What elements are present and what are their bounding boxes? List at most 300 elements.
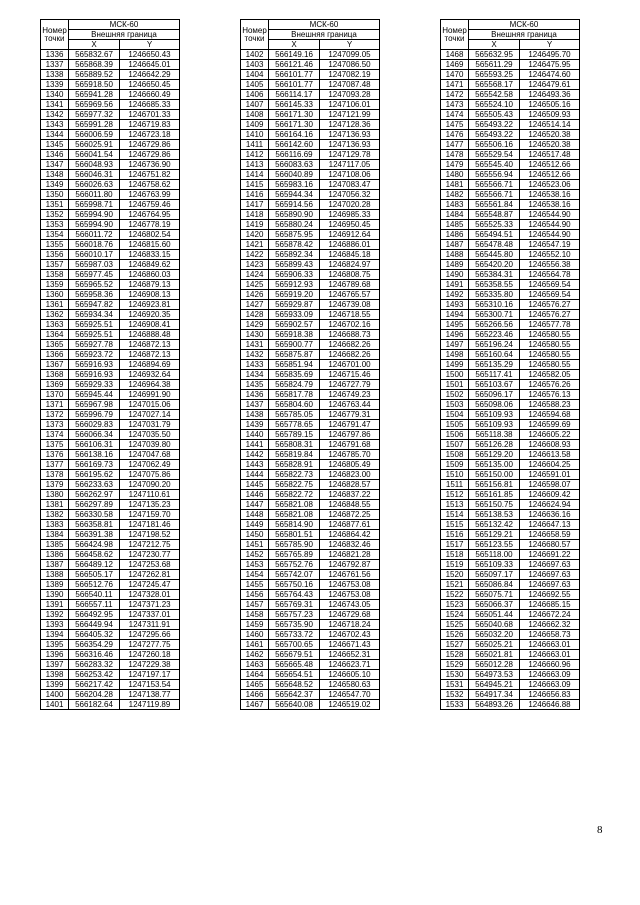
cell-y: 1246845.18 (320, 250, 380, 260)
cell-y: 1246556.38 (520, 260, 580, 270)
cell-point-number: 1471 (441, 80, 469, 90)
cell-x: 565478.48 (469, 240, 520, 250)
cell-y: 1247262.81 (120, 570, 180, 580)
table-row (441, 650, 580, 660)
cell-x: 565804.60 (269, 400, 320, 410)
cell-y: 1246577.78 (520, 320, 580, 330)
table-row (41, 370, 180, 380)
cell-x: 565640.08 (269, 700, 320, 710)
table-row (241, 60, 380, 70)
table-row (41, 550, 180, 560)
cell-y: 1247121.99 (320, 110, 380, 120)
cell-x: 566142.60 (269, 140, 320, 150)
cell-x: 566106.31 (69, 440, 120, 450)
cell-point-number: 1361 (41, 300, 69, 310)
cell-y: 1246660.96 (520, 660, 580, 670)
cell-y: 1246821.28 (320, 550, 380, 560)
table-row (41, 170, 180, 180)
table-row (441, 670, 580, 680)
table-row (241, 240, 380, 250)
table-row (41, 540, 180, 550)
cell-y: 1247062.49 (120, 460, 180, 470)
cell-x: 566171.30 (269, 120, 320, 130)
cell-point-number: 1396 (41, 650, 69, 660)
table-row (241, 220, 380, 230)
table-row (241, 370, 380, 380)
cell-x: 565994.90 (69, 220, 120, 230)
cell-y: 1247337.01 (120, 610, 180, 620)
cell-x: 565785.90 (269, 540, 320, 550)
cell-y: 1246650.43 (120, 50, 180, 60)
cell-y: 1246564.78 (520, 270, 580, 280)
cell-point-number: 1473 (441, 100, 469, 110)
cell-y: 1246663.01 (520, 650, 580, 660)
table-row (41, 600, 180, 610)
table-row (441, 560, 580, 570)
cell-y: 1246719.83 (120, 120, 180, 130)
cell-x: 565648.52 (269, 680, 320, 690)
cell-point-number: 1450 (241, 530, 269, 540)
table-row (41, 680, 180, 690)
table-row (41, 130, 180, 140)
cell-point-number: 1482 (441, 190, 469, 200)
cell-point-number: 1528 (441, 650, 469, 660)
table-row (41, 140, 180, 150)
table-row (41, 500, 180, 510)
cell-y: 1247198.52 (120, 530, 180, 540)
cell-x: 566195.62 (69, 470, 120, 480)
cell-x: 565821.08 (269, 500, 320, 510)
cell-point-number: 1524 (441, 610, 469, 620)
cell-y: 1246894.69 (120, 360, 180, 370)
cell-y: 1246823.00 (320, 470, 380, 480)
cell-x: 566505.17 (69, 570, 120, 580)
table-row (41, 330, 180, 340)
cell-x: 565822.75 (269, 480, 320, 490)
cell-x: 566046.31 (69, 170, 120, 180)
cell-y: 1247119.89 (120, 700, 180, 710)
cell-y: 1246701.00 (320, 360, 380, 370)
cell-x: 565789.15 (269, 430, 320, 440)
table-row (441, 550, 580, 560)
cell-x: 565996.79 (69, 410, 120, 420)
cell-y: 1246582.05 (520, 370, 580, 380)
table-row (441, 210, 580, 220)
table-row (441, 220, 580, 230)
table-row (241, 490, 380, 500)
header-point-number: Номер точки (241, 20, 269, 50)
cell-point-number: 1419 (241, 220, 269, 230)
cell-x: 565892.34 (269, 250, 320, 260)
cell-y: 1246763.44 (320, 400, 380, 410)
cell-x: 565561.84 (469, 200, 520, 210)
cell-y: 1246576.13 (520, 390, 580, 400)
table-row (241, 70, 380, 80)
cell-point-number: 1422 (241, 250, 269, 260)
cell-point-number: 1516 (441, 530, 469, 540)
cell-point-number: 1458 (241, 610, 269, 620)
cell-point-number: 1418 (241, 210, 269, 220)
cell-point-number: 1445 (241, 480, 269, 490)
cell-point-number: 1530 (441, 670, 469, 680)
cell-x: 565654.51 (269, 670, 320, 680)
cell-point-number: 1433 (241, 360, 269, 370)
table-row (241, 460, 380, 470)
cell-x: 565925.51 (69, 320, 120, 330)
cell-y: 1247128.36 (320, 120, 380, 130)
cell-point-number: 1472 (441, 90, 469, 100)
table-row (41, 700, 180, 710)
cell-x: 565012.28 (469, 660, 520, 670)
cell-x: 565665.48 (269, 660, 320, 670)
cell-point-number: 1360 (41, 290, 69, 300)
table-row (241, 300, 380, 310)
cell-point-number: 1348 (41, 170, 69, 180)
cell-y: 1246650.45 (120, 80, 180, 90)
cell-y: 1247106.01 (320, 100, 380, 110)
cell-point-number: 1468 (441, 50, 469, 60)
cell-y: 1246808.75 (320, 270, 380, 280)
table-row (441, 270, 580, 280)
cell-point-number: 1522 (441, 590, 469, 600)
cell-y: 1246514.14 (520, 120, 580, 130)
cell-y: 1247253.68 (120, 560, 180, 570)
cell-point-number: 1342 (41, 110, 69, 120)
table-row (41, 250, 180, 260)
table-row (241, 570, 380, 580)
table-row (441, 240, 580, 250)
table-row (41, 390, 180, 400)
cell-y: 1246779.31 (320, 410, 380, 420)
cell-y: 1246520.38 (520, 140, 580, 150)
cell-point-number: 1377 (41, 460, 69, 470)
cell-y: 1247212.75 (120, 540, 180, 550)
cell-point-number: 1355 (41, 240, 69, 250)
table-row (241, 360, 380, 370)
cell-x: 565919.20 (269, 290, 320, 300)
cell-y: 1246576.27 (520, 300, 580, 310)
cell-x: 565900.77 (269, 340, 320, 350)
cell-y: 1247087.48 (320, 80, 380, 90)
table-row (41, 470, 180, 480)
cell-y: 1246547.19 (520, 240, 580, 250)
table-row (241, 680, 380, 690)
cell-y: 1247086.50 (320, 60, 380, 70)
cell-point-number: 1505 (441, 420, 469, 430)
cell-point-number: 1411 (241, 140, 269, 150)
cell-point-number: 1463 (241, 660, 269, 670)
cell-y: 1247277.75 (120, 640, 180, 650)
cell-y: 1246879.13 (120, 280, 180, 290)
cell-point-number: 1368 (41, 370, 69, 380)
table-row (241, 470, 380, 480)
cell-y: 1246753.08 (320, 590, 380, 600)
cell-y: 1246797.86 (320, 430, 380, 440)
cell-point-number: 1503 (441, 400, 469, 410)
cell-x: 565987.03 (69, 260, 120, 270)
cell-point-number: 1352 (41, 210, 69, 220)
cell-x: 566262.97 (69, 490, 120, 500)
cell-y: 1247075.86 (120, 470, 180, 480)
table-row (41, 200, 180, 210)
table-row (41, 620, 180, 630)
cell-point-number: 1489 (441, 260, 469, 270)
cell-x: 565828.91 (269, 460, 320, 470)
header-x: X (269, 40, 320, 50)
cell-point-number: 1483 (441, 200, 469, 210)
cell-x: 565096.17 (469, 390, 520, 400)
cell-point-number: 1399 (41, 680, 69, 690)
cell-y: 1246761.56 (320, 570, 380, 580)
cell-x: 565880.24 (269, 220, 320, 230)
table-row (441, 80, 580, 90)
table-row (241, 160, 380, 170)
cell-point-number: 1477 (441, 140, 469, 150)
table-row (441, 620, 580, 630)
cell-x: 565032.20 (469, 630, 520, 640)
cell-x: 564893.26 (469, 700, 520, 710)
table-row (241, 620, 380, 630)
cell-x: 566358.81 (69, 520, 120, 530)
cell-y: 1246605.10 (320, 670, 380, 680)
cell-y: 1246791.47 (320, 420, 380, 430)
table-row (241, 510, 380, 520)
cell-point-number: 1373 (41, 420, 69, 430)
cell-y: 1246697.63 (520, 570, 580, 580)
cell-point-number: 1460 (241, 630, 269, 640)
cell-y: 1246580.55 (520, 330, 580, 340)
cell-point-number: 1440 (241, 430, 269, 440)
table-row (241, 630, 380, 640)
table-row (41, 350, 180, 360)
cell-y: 1246599.69 (520, 420, 580, 430)
cell-x: 566116.69 (269, 150, 320, 160)
cell-x: 565109.33 (469, 560, 520, 570)
cell-point-number: 1499 (441, 360, 469, 370)
cell-x: 565632.95 (469, 50, 520, 60)
cell-y: 1246642.29 (120, 70, 180, 80)
header-coordinate-system: МСК-60 (269, 20, 380, 30)
table-row (41, 60, 180, 70)
cell-x: 565129.21 (469, 530, 520, 540)
table-row (41, 150, 180, 160)
table-row (41, 420, 180, 430)
table-row (241, 540, 380, 550)
cell-point-number: 1509 (441, 460, 469, 470)
cell-y: 1246785.70 (320, 450, 380, 460)
cell-x: 565983.16 (269, 180, 320, 190)
cell-y: 1246580.55 (520, 340, 580, 350)
coordinates-table-1 (40, 19, 180, 710)
table-row (241, 600, 380, 610)
table-row (441, 190, 580, 200)
cell-point-number: 1443 (241, 460, 269, 470)
cell-point-number: 1378 (41, 470, 69, 480)
cell-point-number: 1518 (441, 550, 469, 560)
cell-y: 1246475.95 (520, 60, 580, 70)
cell-point-number: 1420 (241, 230, 269, 240)
cell-y: 1246749.23 (320, 390, 380, 400)
cell-point-number: 1404 (241, 70, 269, 80)
cell-point-number: 1379 (41, 480, 69, 490)
cell-x: 565889.52 (69, 70, 120, 80)
cell-x: 566114.17 (269, 90, 320, 100)
table-row (41, 300, 180, 310)
cell-point-number: 1484 (441, 210, 469, 220)
cell-point-number: 1374 (41, 430, 69, 440)
table-row (441, 630, 580, 640)
cell-point-number: 1406 (241, 90, 269, 100)
table-row (241, 320, 380, 330)
cell-x: 564917.34 (469, 690, 520, 700)
cell-x: 565156.81 (469, 480, 520, 490)
cell-y: 1246701.33 (120, 110, 180, 120)
cell-point-number: 1412 (241, 150, 269, 160)
cell-point-number: 1469 (441, 60, 469, 70)
table-row (241, 340, 380, 350)
cell-y: 1246544.90 (520, 220, 580, 230)
table-row (441, 100, 580, 110)
cell-x: 565801.51 (269, 530, 320, 540)
cell-point-number: 1475 (441, 120, 469, 130)
table-row (41, 590, 180, 600)
cell-y: 1246872.13 (120, 350, 180, 360)
cell-y: 1247229.38 (120, 660, 180, 670)
table-row (441, 380, 580, 390)
cell-point-number: 1375 (41, 440, 69, 450)
cell-point-number: 1519 (441, 560, 469, 570)
cell-y: 1247056.32 (320, 190, 380, 200)
cell-point-number: 1525 (441, 620, 469, 630)
cell-point-number: 1346 (41, 150, 69, 160)
cell-point-number: 1480 (441, 170, 469, 180)
cell-x: 565822.73 (269, 470, 320, 480)
cell-y: 1246517.48 (520, 150, 580, 160)
cell-point-number: 1343 (41, 120, 69, 130)
cell-x: 565902.57 (269, 320, 320, 330)
cell-y: 1246512.66 (520, 160, 580, 170)
table-row (41, 310, 180, 320)
cell-y: 1246763.99 (120, 190, 180, 200)
cell-point-number: 1453 (241, 560, 269, 570)
cell-x: 565098.06 (469, 400, 520, 410)
cell-y: 1246923.81 (120, 300, 180, 310)
cell-y: 1246877.61 (320, 520, 380, 530)
cell-y: 1246723.18 (120, 130, 180, 140)
table-row (241, 310, 380, 320)
cell-y: 1246691.22 (520, 550, 580, 560)
cell-y: 1246580.55 (520, 350, 580, 360)
cell-y: 1247035.50 (120, 430, 180, 440)
cell-y: 1246538.16 (520, 190, 580, 200)
table-row (241, 400, 380, 410)
cell-x: 565941.28 (69, 90, 120, 100)
cell-x: 565947.82 (69, 300, 120, 310)
table-row (41, 270, 180, 280)
cell-y: 1246888.48 (120, 330, 180, 340)
cell-point-number: 1427 (241, 300, 269, 310)
cell-point-number: 1494 (441, 310, 469, 320)
cell-x: 565445.80 (469, 250, 520, 260)
cell-x: 565994.90 (69, 210, 120, 220)
cell-y: 1246964.38 (120, 380, 180, 390)
table-row (441, 680, 580, 690)
cell-y: 1247136.93 (320, 130, 380, 140)
cell-x: 565358.55 (469, 280, 520, 290)
cell-x: 566204.28 (69, 690, 120, 700)
cell-x: 565933.09 (269, 310, 320, 320)
table-row (241, 250, 380, 260)
cell-y: 1246569.54 (520, 280, 580, 290)
cell-point-number: 1387 (41, 560, 69, 570)
table-row (441, 480, 580, 490)
cell-y: 1247138.77 (120, 690, 180, 700)
cell-point-number: 1467 (241, 700, 269, 710)
cell-point-number: 1490 (441, 270, 469, 280)
cell-point-number: 1340 (41, 90, 69, 100)
cell-x: 565808.31 (269, 440, 320, 450)
cell-x: 565991.28 (69, 120, 120, 130)
table-row (241, 270, 380, 280)
cell-y: 1246837.22 (320, 490, 380, 500)
table-row (241, 350, 380, 360)
cell-x: 565742.07 (269, 570, 320, 580)
table-row (241, 610, 380, 620)
cell-point-number: 1365 (41, 340, 69, 350)
cell-y: 1247129.78 (320, 150, 380, 160)
cell-y: 1246908.13 (120, 290, 180, 300)
cell-y: 1246950.45 (320, 220, 380, 230)
cell-y: 1247230.77 (120, 550, 180, 560)
table-row (41, 90, 180, 100)
cell-y: 1246658.59 (520, 530, 580, 540)
cell-y: 1246509.93 (520, 110, 580, 120)
cell-y: 1247135.23 (120, 500, 180, 510)
table-row (441, 600, 580, 610)
cell-x: 565545.40 (469, 160, 520, 170)
cell-x: 566025.91 (69, 140, 120, 150)
cell-point-number: 1356 (41, 250, 69, 260)
cell-x: 565135.00 (469, 460, 520, 470)
table-row (241, 690, 380, 700)
cell-y: 1246743.05 (320, 600, 380, 610)
cell-y: 1246764.95 (120, 210, 180, 220)
cell-x: 565735.90 (269, 620, 320, 630)
cell-point-number: 1359 (41, 280, 69, 290)
cell-x: 565851.94 (269, 360, 320, 370)
cell-point-number: 1425 (241, 280, 269, 290)
cell-y: 1246538.16 (520, 200, 580, 210)
table-row (241, 590, 380, 600)
cell-x: 565814.90 (269, 520, 320, 530)
table-row (441, 320, 580, 330)
table-row (441, 370, 580, 380)
table-row (41, 490, 180, 500)
cell-y: 1246932.64 (120, 370, 180, 380)
table-row (241, 450, 380, 460)
cell-x: 565556.94 (469, 170, 520, 180)
table-row (41, 430, 180, 440)
cell-point-number: 1436 (241, 390, 269, 400)
table-row (441, 470, 580, 480)
cell-point-number: 1384 (41, 530, 69, 540)
cell-y: 1246802.54 (120, 230, 180, 240)
table-row (241, 120, 380, 130)
cell-x: 565752.76 (269, 560, 320, 570)
cell-point-number: 1462 (241, 650, 269, 660)
cell-y: 1246778.19 (120, 220, 180, 230)
cell-x: 565568.17 (469, 80, 520, 90)
